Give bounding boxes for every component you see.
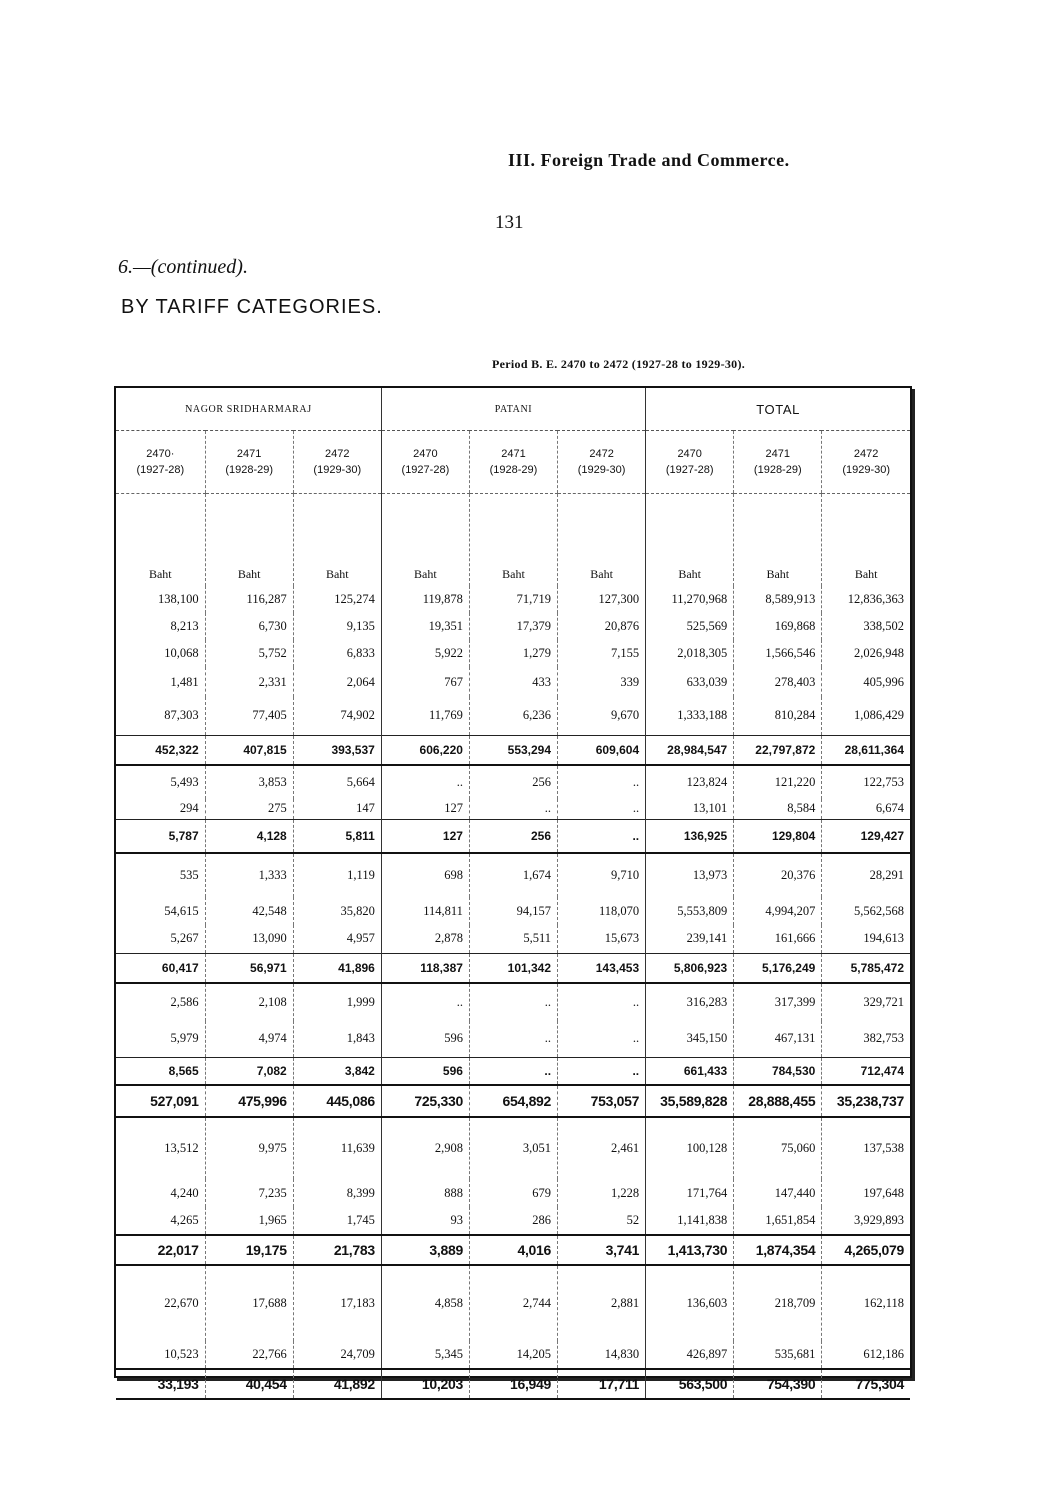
table-cell: 2,018,305 <box>646 640 734 667</box>
table-cell: 127 <box>381 819 469 853</box>
table-row <box>116 1265 910 1341</box>
table-cell: 382,753 <box>822 1021 910 1057</box>
table-cell: 94,157 <box>469 897 557 925</box>
table-cell: 4,128 <box>205 819 293 853</box>
table-cell: 22,670 <box>164 1296 199 1310</box>
table-cell: 7,155 <box>558 640 646 667</box>
table-cell: 286 <box>469 1207 557 1235</box>
table-cell: 596 <box>381 1057 469 1085</box>
table-cell: 8,589,913 <box>734 586 822 613</box>
table-cell: 169,868 <box>734 613 822 640</box>
table-cell: 24,709 <box>293 1341 381 1369</box>
table-body <box>116 586 910 1399</box>
table-cell: 2,586 <box>170 995 199 1009</box>
year-header <box>822 431 910 494</box>
group-header-nagor: NAGOR SRIDHARMARAJ <box>116 388 381 431</box>
table-cell: 5,345 <box>381 1341 469 1369</box>
table-cell: 1,965 <box>205 1207 293 1235</box>
table-cell: 4,240 <box>170 1185 199 1200</box>
table-cell: 71,719 <box>469 586 557 613</box>
table-cell: 712,474 <box>822 1057 910 1085</box>
table-subtitle: BY TARIFF CATEGORIES. <box>121 296 383 318</box>
unit-label: Baht <box>558 494 646 587</box>
table-cell: 1,481 <box>170 674 199 689</box>
table-cell: 6,730 <box>205 613 293 640</box>
table-cell: 239,141 <box>646 925 734 953</box>
year-label: 2470 <box>413 448 438 460</box>
table-cell: 475,996 <box>205 1085 293 1117</box>
table-cell: 22,766 <box>205 1341 293 1369</box>
table-cell: 17,688 <box>205 1265 293 1341</box>
table-cell: 4,957 <box>293 925 381 953</box>
year-header <box>646 431 734 494</box>
table-cell: 21,783 <box>293 1235 381 1265</box>
table-cell: 5,176,249 <box>734 953 822 983</box>
table-cell: 5,553,809 <box>646 897 734 925</box>
table-row <box>116 667 910 697</box>
table-cell: 194,613 <box>822 925 910 953</box>
table-cell: 698 <box>381 853 469 897</box>
table-cell: 275 <box>205 799 293 819</box>
table-cell: 535 <box>179 868 199 882</box>
year-label: 2470· <box>146 448 175 460</box>
table-cell: 20,876 <box>558 613 646 640</box>
table-cell: 7,082 <box>205 1057 293 1085</box>
table-cell: 767 <box>381 667 469 697</box>
table-cell: 1,651,854 <box>734 1207 822 1235</box>
fiscal-year-label: (1927-28) <box>401 464 450 476</box>
table-cell: 8,584 <box>734 799 822 819</box>
table-cell: 2,064 <box>293 667 381 697</box>
group-header-patani: PATANI <box>381 388 645 431</box>
year-label: 2472 <box>853 448 879 460</box>
table-cell: 197,648 <box>822 1179 910 1207</box>
table-cell: 5,511 <box>469 925 557 953</box>
year-header <box>381 431 469 494</box>
table-cell: 256 <box>469 819 557 853</box>
table-cell: 407,815 <box>205 735 293 765</box>
table-cell: 339 <box>558 667 646 697</box>
fiscal-year-label: (1928-29) <box>753 464 802 476</box>
table-row <box>116 1021 910 1057</box>
table-cell: 17,183 <box>293 1265 381 1341</box>
table-cell: 345,150 <box>646 1021 734 1057</box>
year-header <box>205 431 293 494</box>
table-cell: 87,303 <box>164 708 199 723</box>
table-cell: 1,086,429 <box>822 697 910 735</box>
table-cell: 171,764 <box>646 1179 734 1207</box>
table-cell: 1,566,546 <box>734 640 822 667</box>
year-label: 2471 <box>501 448 526 460</box>
table-cell: 7,235 <box>205 1179 293 1207</box>
table-cell: 6,236 <box>469 697 557 735</box>
table-cell: .. <box>558 1057 646 1085</box>
table-cell: 3,051 <box>469 1117 557 1179</box>
table-cell: 278,403 <box>734 667 822 697</box>
table-cell: 433 <box>469 667 557 697</box>
table-cell: 609,604 <box>558 735 646 765</box>
table-cell: 9,135 <box>293 613 381 640</box>
table-cell: 8,565 <box>116 1057 205 1085</box>
table-cell: 28,984,547 <box>646 735 734 765</box>
table-cell: .. <box>558 983 646 1021</box>
table-cell: 218,709 <box>734 1265 822 1341</box>
table-cell: .. <box>469 1057 557 1085</box>
unit-label: Baht <box>646 494 734 587</box>
table-cell: 535,681 <box>734 1341 822 1369</box>
year-label: 2471 <box>765 448 791 460</box>
table-cell: 563,500 <box>646 1369 734 1399</box>
table-row <box>116 640 910 667</box>
group-header-total: TOTAL <box>646 388 910 431</box>
table-cell: 10,523 <box>164 1347 199 1361</box>
table-cell: 14,205 <box>469 1341 557 1369</box>
table-cell: 129,804 <box>734 819 822 853</box>
table-cell: 74,902 <box>293 697 381 735</box>
table-cell: 14,830 <box>558 1341 646 1369</box>
year-label: 2471 <box>236 448 262 460</box>
table-cell: .. <box>558 799 646 819</box>
table-cell: 136,925 <box>646 819 734 853</box>
table-cell: 127 <box>381 799 469 819</box>
table-cell: 9,710 <box>558 853 646 897</box>
table-row <box>116 799 910 819</box>
table-cell: 256 <box>469 765 557 799</box>
table-row <box>116 897 910 925</box>
table-cell: 525,569 <box>646 613 734 640</box>
table-cell: 4,974 <box>205 1021 293 1057</box>
table-cell: 4,994,207 <box>734 897 822 925</box>
trade-table <box>114 386 912 1392</box>
table-cell: 5,811 <box>293 819 381 853</box>
table-cell: 119,878 <box>381 586 469 613</box>
table-cell: 17,711 <box>558 1369 646 1399</box>
table-cell: 13,512 <box>164 1141 199 1155</box>
table-cell: 1,674 <box>469 853 557 897</box>
table-cell: 17,379 <box>469 613 557 640</box>
table-cell: 606,220 <box>381 735 469 765</box>
table-cell: 77,405 <box>205 697 293 735</box>
unit-row <box>116 494 910 587</box>
table-cell: 13,973 <box>646 853 734 897</box>
table-cell: 41,896 <box>293 953 381 983</box>
table-cell: 596 <box>381 1021 469 1057</box>
table-cell: 1,874,354 <box>734 1235 822 1265</box>
table-cell: 317,399 <box>734 983 822 1021</box>
table-cell: 16,949 <box>469 1369 557 1399</box>
table-row <box>116 613 910 640</box>
fiscal-year-label: (1929-30) <box>313 464 362 476</box>
table-cell: 19,175 <box>205 1235 293 1265</box>
table-cell: 147,440 <box>734 1179 822 1207</box>
table-cell: 10,203 <box>381 1369 469 1399</box>
table-cell: 101,342 <box>469 953 557 983</box>
table-cell: 41,892 <box>293 1369 381 1399</box>
year-header <box>558 431 646 494</box>
table-cell: 426,897 <box>646 1341 734 1369</box>
unit-label: Baht <box>381 494 469 587</box>
table-row <box>116 1179 910 1207</box>
table-cell: 28,611,364 <box>822 735 910 765</box>
table-row <box>116 586 910 613</box>
table-cell: 13,090 <box>205 925 293 953</box>
table-cell: 13,101 <box>646 799 734 819</box>
table-cell: 2,908 <box>381 1117 469 1179</box>
table-cell: 5,752 <box>205 640 293 667</box>
table-cell: 1,745 <box>293 1207 381 1235</box>
table-cell: 452,322 <box>116 735 205 765</box>
table-cell: 125,274 <box>293 586 381 613</box>
table-cell: 2,881 <box>558 1265 646 1341</box>
unit-label: Baht <box>469 494 557 587</box>
year-header <box>469 431 557 494</box>
table-cell: 1,119 <box>293 853 381 897</box>
period-label: Period B. E. 2470 to 2472 (1927-28 to 1929-30). <box>492 357 746 371</box>
table-cell: 28,888,455 <box>734 1085 822 1117</box>
table-cell: 161,666 <box>734 925 822 953</box>
table-cell: 754,390 <box>734 1369 822 1399</box>
table-cell: .. <box>469 799 557 819</box>
table-cell: 338,502 <box>822 613 910 640</box>
table-cell: 9,670 <box>558 697 646 735</box>
table-row <box>116 925 910 953</box>
table-cell: 329,721 <box>822 983 910 1021</box>
table-cell: 20,376 <box>734 853 822 897</box>
table-cell: 54,615 <box>164 903 199 918</box>
table-row <box>116 853 910 897</box>
table-cell: 118,387 <box>381 953 469 983</box>
fiscal-year-label: (1927-28) <box>665 464 714 476</box>
table-cell: 93 <box>381 1207 469 1235</box>
table-cell: 1,999 <box>293 983 381 1021</box>
table-cell: 1,843 <box>293 1021 381 1057</box>
table-cell: 5,787 <box>116 819 205 853</box>
table-cell: 5,785,472 <box>822 953 910 983</box>
table-cell: 6,833 <box>293 640 381 667</box>
table-cell: 122,753 <box>822 765 910 799</box>
table-cell: 11,639 <box>293 1117 381 1179</box>
data-table <box>116 388 910 1400</box>
fiscal-year-label: (1928-29) <box>225 464 274 476</box>
table-cell: 127,300 <box>558 586 646 613</box>
table-row <box>116 1207 910 1235</box>
table-cell: 4,265 <box>170 1213 199 1227</box>
table-cell: 5,806,923 <box>646 953 734 983</box>
year-header <box>293 431 381 494</box>
table-cell: 136,603 <box>646 1265 734 1341</box>
table-cell: 316,283 <box>646 983 734 1021</box>
table-cell: 810,284 <box>734 697 822 735</box>
table-cell: 9,975 <box>205 1117 293 1179</box>
table-cell: 11,769 <box>381 697 469 735</box>
table-cell: 40,454 <box>205 1369 293 1399</box>
unit-label: Baht <box>822 494 910 587</box>
total-row <box>116 1369 910 1399</box>
table-cell: 679 <box>469 1179 557 1207</box>
year-label: 2470 <box>677 448 702 460</box>
table-cell: 8,399 <box>293 1179 381 1207</box>
table-cell: 467,131 <box>734 1021 822 1057</box>
table-cell: 2,744 <box>469 1265 557 1341</box>
table-cell: 11,270,968 <box>646 586 734 613</box>
table-cell: 5,979 <box>170 1031 199 1046</box>
table-cell: 775,304 <box>822 1369 910 1399</box>
fiscal-year-label: (1929-30) <box>842 464 891 476</box>
unit-label: Baht <box>148 567 172 581</box>
table-cell: 2,878 <box>381 925 469 953</box>
table-cell: 121,220 <box>734 765 822 799</box>
table-cell: .. <box>558 765 646 799</box>
table-cell: 162,118 <box>822 1265 910 1341</box>
group-header-row <box>116 388 910 431</box>
chapter-heading: III. Foreign Trade and Commerce. <box>508 150 790 170</box>
table-cell: 4,016 <box>469 1235 557 1265</box>
table-cell: 75,060 <box>734 1117 822 1179</box>
table-cell: .. <box>558 819 646 853</box>
table-cell: .. <box>381 765 469 799</box>
table-cell: 5,267 <box>170 931 199 946</box>
table-cell: 1,228 <box>558 1179 646 1207</box>
table-cell: 5,664 <box>293 765 381 799</box>
table-cell: 753,057 <box>558 1085 646 1117</box>
table-cell: 2,331 <box>205 667 293 697</box>
table-cell: 28,291 <box>822 853 910 897</box>
table-cell: 661,433 <box>646 1057 734 1085</box>
table-cell: 129,427 <box>822 819 910 853</box>
table-cell: 2,108 <box>205 983 293 1021</box>
table-cell: 52 <box>558 1207 646 1235</box>
subtotal-row <box>116 1057 910 1085</box>
table-cell: 612,186 <box>822 1341 910 1369</box>
unit-label: Baht <box>293 494 381 587</box>
table-cell: 3,929,893 <box>822 1207 910 1235</box>
table-cell: 100,128 <box>646 1117 734 1179</box>
table-cell: 633,039 <box>646 667 734 697</box>
total-row <box>116 1085 910 1117</box>
table-cell: 5,562,568 <box>822 897 910 925</box>
table-cell: 116,287 <box>205 586 293 613</box>
subtotal-row <box>116 735 910 765</box>
table-cell: 527,091 <box>116 1085 205 1117</box>
table-cell: 35,589,828 <box>646 1085 734 1117</box>
fiscal-year-label: (1927-28) <box>136 464 185 476</box>
table-cell: 4,858 <box>381 1265 469 1341</box>
table-cell: .. <box>469 983 557 1021</box>
page-number: 131 <box>495 212 524 233</box>
table-cell: 10,068 <box>164 646 199 660</box>
unit-label: Baht <box>734 494 822 587</box>
subtotal-row <box>116 819 910 853</box>
table-cell: 1,413,730 <box>646 1235 734 1265</box>
fiscal-year-label: (1928-29) <box>489 464 538 476</box>
table-cell: 33,193 <box>116 1369 205 1399</box>
table-row <box>116 697 910 735</box>
continued-label: 6.—(continued). <box>118 256 248 278</box>
total-row <box>116 1235 910 1265</box>
table-cell: 3,741 <box>558 1235 646 1265</box>
table-cell: 137,538 <box>822 1117 910 1179</box>
table-cell: 8,213 <box>170 619 199 633</box>
table-cell: 2,026,948 <box>822 640 910 667</box>
table-cell: 3,889 <box>381 1235 469 1265</box>
table-cell: 1,279 <box>469 640 557 667</box>
table-row <box>116 983 910 1021</box>
table-cell: 147 <box>293 799 381 819</box>
year-header <box>116 431 205 494</box>
table-cell: .. <box>381 983 469 1021</box>
fiscal-year-label: (1929-30) <box>577 464 626 476</box>
table-cell: 143,453 <box>558 953 646 983</box>
table-cell: 1,333 <box>205 853 293 897</box>
table-cell: 1,141,838 <box>646 1207 734 1235</box>
table-cell: 294 <box>179 801 199 816</box>
table-cell: 60,417 <box>116 953 205 983</box>
table-row <box>116 1341 910 1369</box>
table-cell: .. <box>558 1021 646 1057</box>
table-cell: .. <box>469 1021 557 1057</box>
table-cell: 35,238,737 <box>822 1085 910 1117</box>
unit-label: Baht <box>205 494 293 587</box>
subtotal-row <box>116 953 910 983</box>
table-cell: 22,797,872 <box>734 735 822 765</box>
table-cell: 5,493 <box>170 775 199 789</box>
table-cell: 114,811 <box>381 897 469 925</box>
year-label: 2472 <box>325 448 350 460</box>
table-cell: 654,892 <box>469 1085 557 1117</box>
table-cell: 445,086 <box>293 1085 381 1117</box>
table-cell: 19,351 <box>381 613 469 640</box>
table-cell: 118,070 <box>558 897 646 925</box>
table-cell: 56,971 <box>205 953 293 983</box>
table-cell: 12,836,363 <box>822 586 910 613</box>
table-cell: 4,265,079 <box>822 1235 910 1265</box>
table-cell: 1,333,188 <box>646 697 734 735</box>
year-header <box>734 431 822 494</box>
year-header-row <box>116 431 910 494</box>
table-cell: 15,673 <box>558 925 646 953</box>
table-cell: 405,996 <box>822 667 910 697</box>
year-label: 2472 <box>589 448 614 460</box>
table-cell: 888 <box>381 1179 469 1207</box>
table-cell: 553,294 <box>469 735 557 765</box>
table-cell: 22,017 <box>116 1235 205 1265</box>
table-cell: 393,537 <box>293 735 381 765</box>
table-cell: 3,853 <box>205 765 293 799</box>
table-row <box>116 765 910 799</box>
table-cell: 123,824 <box>646 765 734 799</box>
table-cell: 2,461 <box>558 1117 646 1179</box>
table-cell: 42,548 <box>205 897 293 925</box>
table-cell: 5,922 <box>381 640 469 667</box>
table-cell: 6,674 <box>822 799 910 819</box>
table-cell: 138,100 <box>158 592 199 606</box>
table-row <box>116 1117 910 1179</box>
table-cell: 725,330 <box>381 1085 469 1117</box>
table-cell: 784,530 <box>734 1057 822 1085</box>
table-cell: 35,820 <box>293 897 381 925</box>
table-cell: 3,842 <box>293 1057 381 1085</box>
